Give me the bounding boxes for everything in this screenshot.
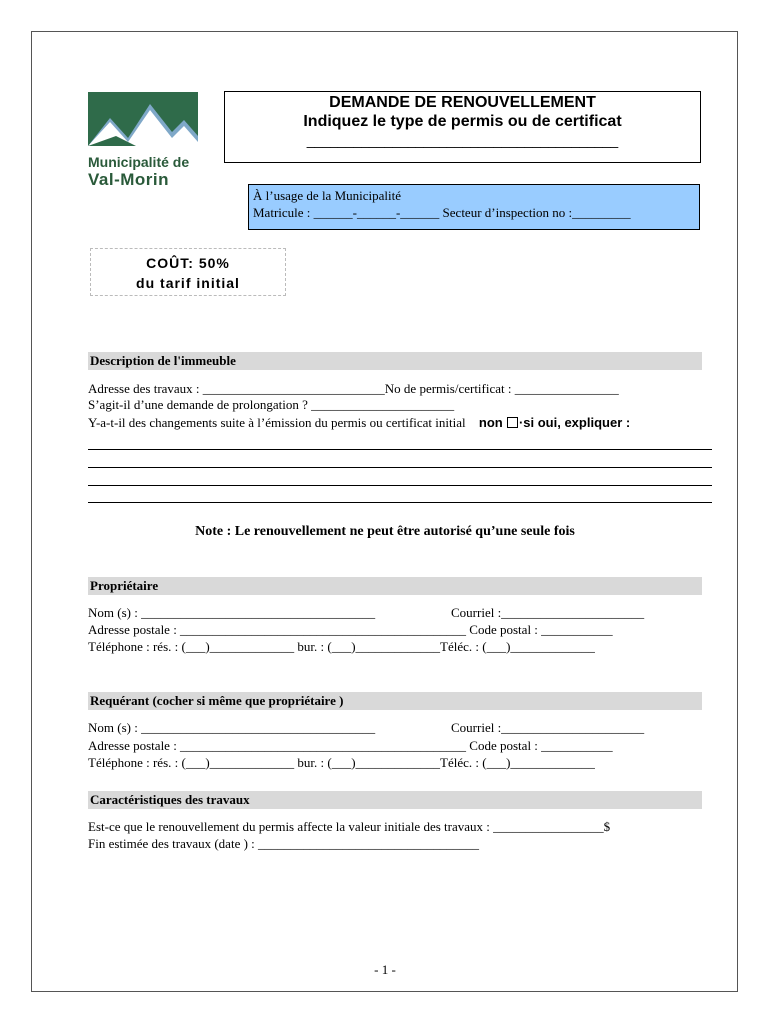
explain-line-1[interactable] xyxy=(88,449,712,450)
renewal-note: Note : Le renouvellement ne peut être autorisé qu’une seule fois xyxy=(195,524,575,539)
owner-name-field[interactable]: Nom (s) : ____________________________________ xyxy=(88,605,376,620)
changes-question-text: Y-a-t-il des changements suite à l’émission du permis ou certificat initial xyxy=(88,415,466,430)
municipality-use-box xyxy=(248,184,700,230)
address-field[interactable]: Adresse des travaux : ____________________________No de permis/certificat : ________________ xyxy=(88,381,619,396)
owner-address-field[interactable]: Adresse postale : ____________________________________________ Code postal : ___________ xyxy=(88,622,613,637)
owner-email-field[interactable]: Courriel :______________________ xyxy=(451,605,645,620)
matricule-line[interactable]: Matricule : ______-______-______ Secteur d’inspection no :_________ xyxy=(253,205,631,220)
changes-non-label: non xyxy=(478,415,503,430)
municipality-name xyxy=(88,155,189,188)
cost-line1: COÛT: 50% xyxy=(146,255,230,271)
cost-box xyxy=(90,248,286,296)
changes-explain-label: ·si oui, expliquer : xyxy=(518,415,631,430)
applicant-name-field[interactable]: Nom (s) : ____________________________________ xyxy=(88,720,376,735)
applicant-address-field[interactable]: Adresse postale : ____________________________________________ Code postal : ___________ xyxy=(88,738,613,753)
changes-checkbox[interactable] xyxy=(507,417,518,428)
explain-line-3[interactable] xyxy=(88,485,712,486)
form-title: DEMANDE DE RENOUVELLEMENT xyxy=(329,94,596,111)
permit-type-field[interactable]: ________________________________________ xyxy=(306,132,619,148)
municipality-name-line2: Val-Morin xyxy=(88,170,170,189)
applicant-email-field[interactable]: Courriel :______________________ xyxy=(451,720,645,735)
owner-heading: Propriétaire xyxy=(88,577,702,595)
page-number: - 1 - xyxy=(374,962,396,977)
works-value-field[interactable]: Est-ce que le renouvellement du permis affecte la valeur initiale des travaux : _________________$ xyxy=(88,819,611,834)
usage-label: À l’usage de la Municipalité xyxy=(253,188,402,203)
explain-line-4[interactable] xyxy=(88,502,712,503)
applicant-phone-field[interactable]: Téléphone : rés. : (___)_____________ bur. : (___)_____________Téléc. : (___)_____________ xyxy=(88,755,595,770)
works-end-date-field[interactable]: Fin estimée des travaux (date ) : __________________________________ xyxy=(88,836,480,851)
changes-question xyxy=(88,415,630,431)
cost-line2: du tarif initial xyxy=(136,275,240,291)
applicant-heading xyxy=(88,692,702,710)
owner-phone-field[interactable]: Téléphone : rés. : (___)_____________ bur. : (___)_____________Téléc. : (___)_____________ xyxy=(88,639,595,654)
form-subtitle: Indiquez le type de permis ou de certificat xyxy=(303,113,622,130)
prolongation-field[interactable]: S’agit-il d’une demande de prolongation ? ______________________ xyxy=(88,397,455,412)
title-box xyxy=(224,91,701,163)
works-heading: Caractéristiques des travaux xyxy=(88,791,702,809)
applicant-heading-text: Requérant (cocher si même que propriétaire ) xyxy=(90,693,344,708)
explain-line-2[interactable] xyxy=(88,467,712,468)
description-heading: Description de l'immeuble xyxy=(88,352,702,370)
municipality-name-line1: Municipalité de xyxy=(88,154,190,170)
